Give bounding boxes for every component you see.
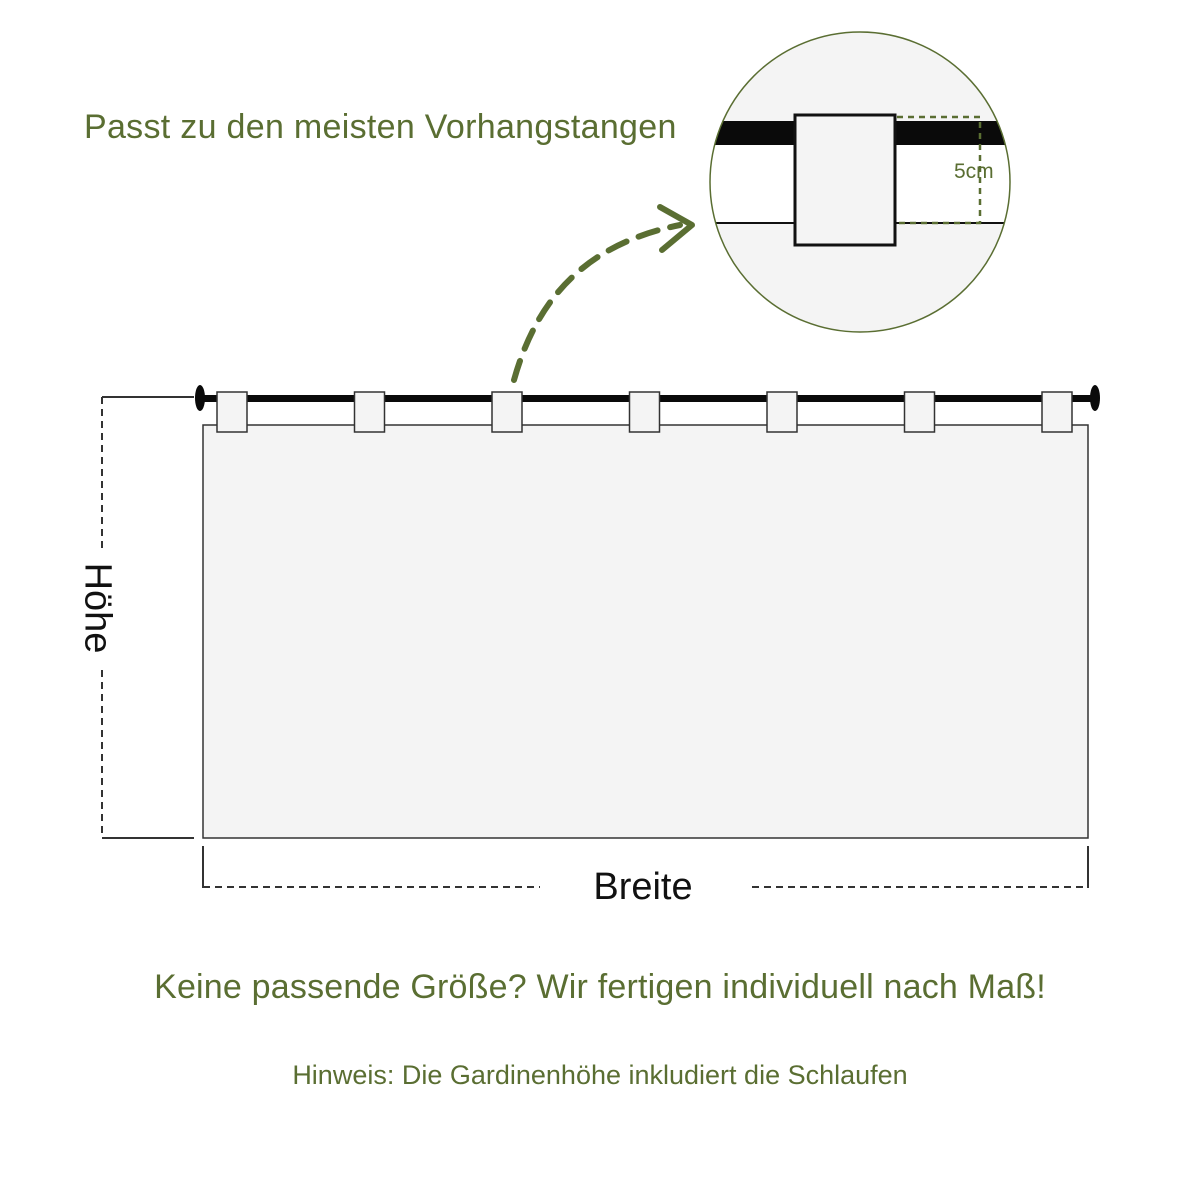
headline: Passt zu den meisten Vorhangstangen: [84, 108, 677, 146]
custom-size-note: Keine passende Größe? Wir fertigen individuell nach Maß!: [154, 968, 1046, 1006]
curtain-loop: [217, 392, 247, 432]
curtain-loop: [1042, 392, 1072, 432]
width-label: Breite: [593, 866, 693, 908]
curtain-loop: [492, 392, 522, 432]
curtain-panel: [203, 425, 1088, 838]
rod-finial-left: [195, 385, 205, 411]
curtain-loop: [630, 392, 660, 432]
curtain-loop: [767, 392, 797, 432]
rod-finial-right: [1090, 385, 1100, 411]
hint-note: Hinweis: Die Gardinenhöhe inkludiert die Schlaufen: [292, 1060, 908, 1090]
zoom-arrow: [514, 207, 692, 380]
curtain-loop: [905, 392, 935, 432]
zoom-arrow-path: [514, 225, 680, 380]
height-label: Höhe: [76, 562, 119, 654]
dimension-label-5cm: 5cm: [954, 160, 994, 183]
curtain-loop: [355, 392, 385, 432]
zoom-loop: [795, 115, 895, 245]
